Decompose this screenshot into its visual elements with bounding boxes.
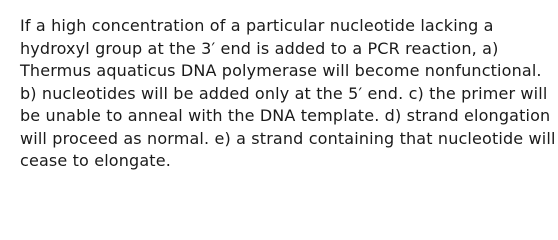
question-line-1: If a high concentration of a particular nucleotide lacking a [20,16,494,35]
question-text [20,15,556,173]
question-line-5: be unable to anneal with the DNA template. d) strand elongation [20,106,551,125]
question-line-2: hydroxyl group at the 3′ end is added to a PCR reaction, a) [20,38,499,58]
question-line-6: will proceed as normal. e) a strand containing that nucleotide will [20,128,556,148]
question-line-7: cease to elongate. [20,151,171,170]
question-line-3: Thermus aquaticus DNA polymerase will become nonfunctional. [20,61,542,80]
question-line-4: b) nucleotides will be added only at the 5′ end. c) the primer will [20,83,548,103]
